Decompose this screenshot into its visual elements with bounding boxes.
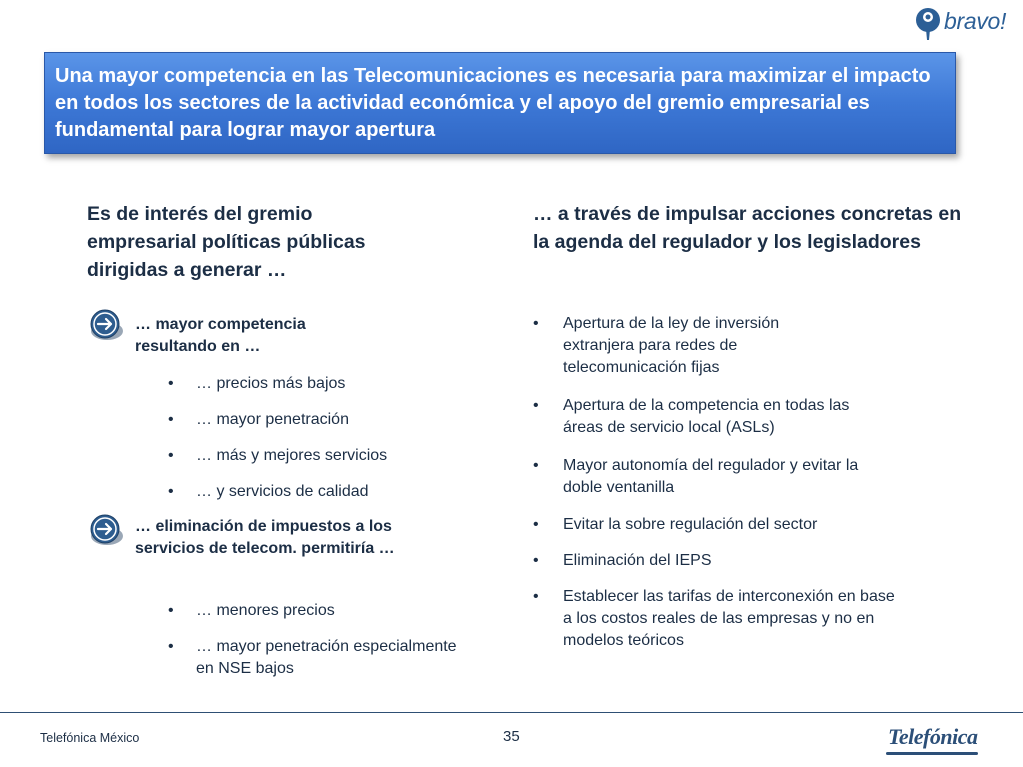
telefonica-logo-underline — [886, 752, 978, 755]
right-column-heading: … a través de impulsar acciones concretas en la agenda del regulador y los legisladores — [533, 203, 962, 253]
bullet-glyph: • — [533, 315, 539, 332]
list-item-text: Eliminación del IEPS — [563, 552, 712, 569]
title-banner — [44, 52, 956, 154]
bullet-glyph: • — [533, 552, 539, 569]
footer-company: Telefónica México — [40, 731, 140, 745]
bullet-glyph: • — [168, 411, 174, 428]
bullet-glyph: • — [168, 483, 174, 500]
list-item-text: … mayor penetración — [196, 411, 349, 428]
list-item-text: … menores precios — [196, 602, 335, 619]
bullet-glyph: • — [168, 375, 174, 392]
footer-divider — [0, 712, 1023, 713]
list-item-text: Evitar la sobre regulación del sector — [563, 516, 818, 533]
bullet-glyph: • — [168, 447, 174, 464]
telefonica-logo-text: Telefónica — [888, 724, 978, 749]
page-number: 35 — [503, 728, 520, 745]
list-item-text: … mayor penetración especialmente en NSE bajos — [196, 638, 457, 677]
banner-title: Una mayor competencia en las Telecomunicaciones es necesaria para maximizar el impacto en todos los sectores de la actividad económica y el apoyo del gremio empresarial es fundamental para lograr mayor apertura — [55, 65, 931, 141]
list-item-text: Apertura de la ley de inversión extranjera para redes de telecomunicación fijas — [563, 315, 780, 376]
arrow-right-icon — [86, 308, 124, 342]
bullet-glyph: • — [533, 457, 539, 474]
list-item-text: Apertura de la competencia en todas las áreas de servicio local (ASLs) — [563, 397, 850, 436]
bullet-glyph: • — [533, 588, 539, 605]
list-item-text: … y servicios de calidad — [196, 483, 369, 500]
left-column-heading: Es de interés del gremio empresarial políticas públicas dirigidas a generar … — [87, 203, 366, 281]
list-item-text: Establecer las tarifas de interconexión en base a los costos reales de las empresas y no en modelos teóricos — [563, 588, 895, 649]
arrow-right-icon — [86, 513, 124, 547]
bullet-glyph: • — [168, 602, 174, 619]
bullet-glyph: • — [168, 638, 174, 655]
group-1-text: … mayor competencia resultando en … — [135, 316, 306, 355]
bullet-glyph: • — [533, 516, 539, 533]
list-item-text: … precios más bajos — [196, 375, 346, 392]
group-2-text: … eliminación de impuestos a los servicios de telecom. permitiría … — [135, 518, 395, 557]
list-item-text: Mayor autonomía del regulador y evitar la doble ventanilla — [563, 457, 859, 496]
bullet-glyph: • — [533, 397, 539, 414]
bravo-logo-text: bravo! — [944, 8, 1007, 34]
list-item-text: … más y mejores servicios — [196, 447, 388, 464]
